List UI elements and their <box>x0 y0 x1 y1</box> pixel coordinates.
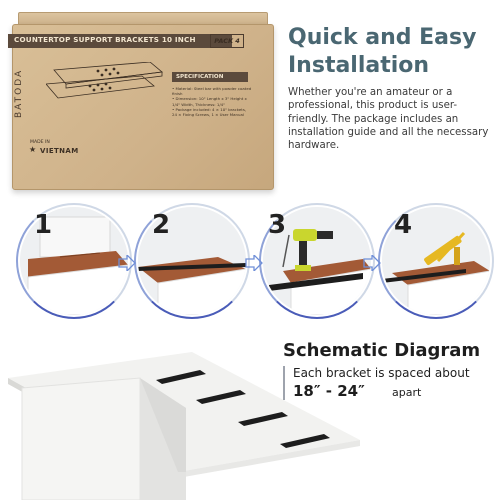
country-label: VIETNAM <box>40 147 79 155</box>
made-in-label: MADE IN <box>30 140 50 145</box>
schematic-line-1: Each bracket is spaced about <box>293 366 470 380</box>
box-pack-label: PACK 4 <box>210 34 244 48</box>
arrow-right-icon <box>118 255 136 271</box>
spec-list <box>172 86 252 117</box>
step-1-number: 1 <box>34 210 53 240</box>
spec-dimension: • Dimension: 10" Length x 3" Height x 1/4" Width, Thickness: 1/4" <box>172 96 247 107</box>
box-bracket-illustration <box>46 62 166 102</box>
schematic-spacing: 18″ - 24″ <box>293 382 365 400</box>
step-2-number: 2 <box>152 210 171 240</box>
schematic-apart: apart <box>392 386 422 399</box>
arrow-right-icon <box>363 255 381 271</box>
box-brand: BATODA <box>14 68 24 118</box>
step-3-number: 3 <box>268 210 287 240</box>
spec-material: • Material: Steel bar with powder coated finish <box>172 86 252 97</box>
page-title: Quick and Easy Installation <box>288 25 477 78</box>
page-description: Whether you're an amateur or a professional, this product is user-friendly. The package includes an installation guide and all the necessary hardware. <box>288 87 489 152</box>
schematic-title: Schematic Diagram <box>283 340 481 361</box>
arrow-right-icon <box>245 255 263 271</box>
spec-package: • Package included: 4 × 10" brackets, 24 × Fixing Screws, 1 × User Manual <box>172 106 247 118</box>
step-4-number: 4 <box>394 210 413 240</box>
box-title: COUNTERTOP SUPPORT BRACKETS 10 INCH <box>14 35 196 44</box>
star-icon: ★ <box>29 145 37 154</box>
schematic-divider <box>283 366 285 400</box>
spec-heading: SPECIFICATION <box>172 72 248 82</box>
